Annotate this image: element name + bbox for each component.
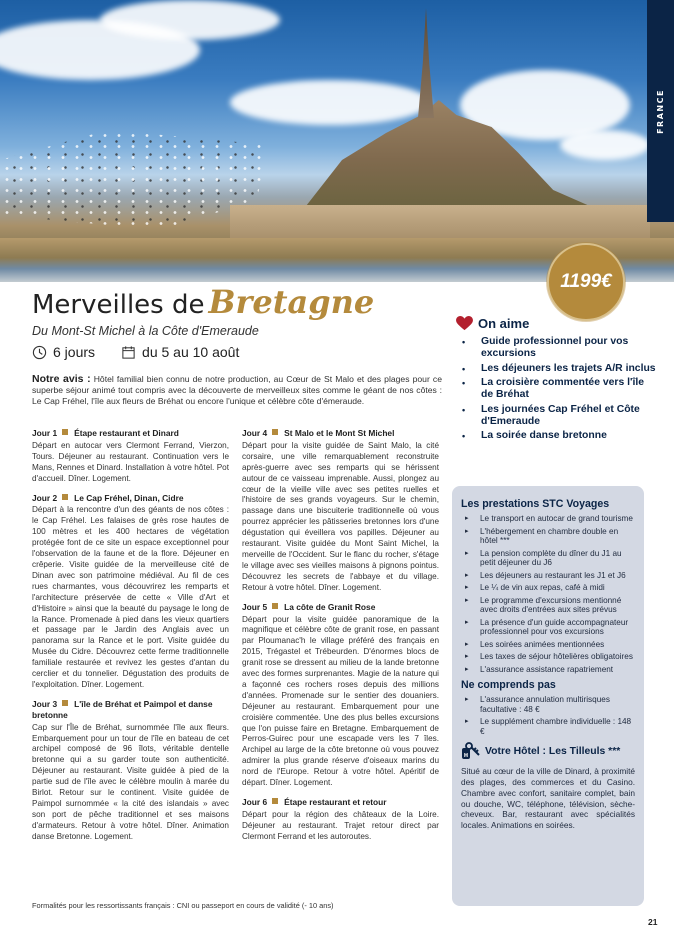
cloud <box>560 130 650 160</box>
gold-square-icon <box>272 603 278 609</box>
list-item: ▸ Le transport en autocar de grand tourisme <box>461 514 635 523</box>
hotel-heading <box>461 742 635 760</box>
notre-avis-text: Hôtel familial bien connu de notre production, au Cœur de St Malo et des plages pour ce superbe séjour animé tout compris avec la découverte de merveilleux sites comme le géant de nos côtes : Le Cap Fréhel, l'île aux fleurs de Bréhat ou encore l'unique et célèbre côte d'émeraude. <box>32 374 442 406</box>
hotel-key-icon <box>461 742 481 760</box>
list-item: • Guide professionnel pour vos excursions <box>456 336 656 360</box>
on-aime-section <box>456 316 656 445</box>
clock-icon <box>32 345 47 360</box>
page-subtitle: Du Mont-St Michel à la Côte d'Emeraude <box>32 324 259 338</box>
day-text: Départ à la rencontre d'un des géants de nos côtes : le Cap Fréhel. Les falaises de grès rose hautes de 100 mètres et les 400 hectares de végétation protégée font de ce site un espace exceptionnel pour l'observation de la faune et de la flore. Déjeuner en crêperie. Visite guidée de la merveilleuse cité de Dinan avec son patrimoine médiéval. Au fil de ces rues charmantes, vous découvrirez les remparts et l'architecture préservée de cette « Ville d'Art et d'Histoire » ainsi que la beauté du paysage le long de la Rance. Promenade à pied dans les vieux quartiers et passage par le Jardin des Anglais avec un panorama sur la Rance et le port. Visite guidée du Musée du Cidre. Découvrez cette ferme traditionnelle familiale restaurée et revivez les gestes d'antan du cerclier et du tonnelier. Dégustation des produits de l'exploitation. Dîner. Logement. <box>32 505 229 689</box>
day-item <box>242 797 439 843</box>
day-item <box>242 428 439 594</box>
day-text: Départ pour la visite guidée panoramique de la magnifique et célèbre côte de granit rose, en passant par Ploumanac'h le village préféré des français en 2015, Trégastel et Trébeurden. D'énormes blocs de granit rose se dressent au milieu de la lande bretonne avec des formes surprenantes. Magie de la nature qui a façonné ces rochers roses depuis des millions d'années. Promenade sur le sentier des douaniers. Déjeuner au restaurant. Embarquement pour une croisière commentée. Une des plus belles excursions que l'on puisse faire en Bretagne. Embarquement de Perros-Guirec pour une escapade vers les 7 îles. Archipel au large de la côte bretonne où vous pouvez admirer la plus grande réserve d'oiseaux marins du nord de l'Europe. Retour à votre hôtel. Apéritif de départ. Dîner. Logement. <box>242 614 439 788</box>
list-item: ▸ L'hébergement en chambre double en hôtel *** <box>461 527 635 546</box>
list-item: • Les déjeuners les trajets A/R inclus <box>456 363 656 375</box>
list-item: ▸ La pension complète du dîner du J1 au petit déjeuner du J6 <box>461 549 635 568</box>
day-heading <box>32 428 229 439</box>
country-label: FRANCE <box>656 88 666 134</box>
trip-dates: du 5 au 10 août <box>142 344 240 360</box>
prestations-heading: Les prestations STC Voyages <box>461 498 610 510</box>
day-title: Étape restaurant et retour <box>284 797 387 807</box>
day-item <box>32 699 229 843</box>
on-aime-heading <box>456 316 656 331</box>
list-item: ▸ La présence d'un guide accompagnateur professionnel pour vos excursions <box>461 618 635 637</box>
day-text: Départ en autocar vers Clermont Ferrand, Vierzon, Tours. Déjeuner au restaurant. Continuation vers le Mans, Rennes et Dinard. Installation à votre hôtel. Pot d'accueil. Dîner. Logement. <box>32 440 229 483</box>
prestations-list <box>461 514 635 674</box>
day-label: Jour 6 <box>242 797 268 807</box>
trip-meta <box>32 344 239 360</box>
day-text: Départ pour la visite guidée de Saint Malo, la cité corsaire, une ville remarquablement reconstruite après-guerre avec ses remparts qui se hérissent autour de ce vaisseau imprenable. Aussi, plongez au cœur de la vieille ville avec ses petites ruelles et l'histoire de ses grands voyageurs. Sur le chemin, passage dans une biscuiterie traditionnelle où vous pourrez apprécier les pâtisseries bretonnes lors d'une dégustation qui éveillera vos papilles. Déjeuner au restaurant. Visite guidée du Mont Saint Michel, la merveille de l'Occident. Sur le flanc du rocher, s'étage le village avec ses vieilles maisons à pignons pointus. Découvrez les secrets de l'abbaye et du village. Retour à votre hôtel. Dîner. Logement. <box>242 440 439 592</box>
title-accent: Bretagne <box>208 283 375 321</box>
list-item: ▸ Les taxes de séjour hôtelières obligatoires <box>461 652 635 661</box>
day-label: Jour 3 <box>32 698 58 709</box>
list-item: ▸ L'assurance assistance rapatriement <box>461 665 635 674</box>
abbey-spire <box>418 8 434 118</box>
list-item: • Les journées Cap Fréhel et Côte d'Emeraude <box>456 404 656 428</box>
notre-avis <box>32 374 442 407</box>
day-item <box>32 428 229 485</box>
list-item: ▸ Les soirées animées mentionnées <box>461 640 635 649</box>
day-title: L'île de Bréhat et Paimpol et danse bretonne <box>32 698 213 720</box>
calendar-icon <box>121 345 136 360</box>
svg-text:H: H <box>463 753 469 760</box>
hotel-title: Votre Hôtel : Les Tilleuls *** <box>485 745 621 757</box>
day-title: Étape restaurant et Dinard <box>74 428 179 438</box>
footnote-formalites: Formalités pour les ressortissants français : CNI ou passeport en cours de validité (- 10 ans) <box>32 901 334 910</box>
day-heading <box>32 493 229 504</box>
day-title: La côte de Granit Rose <box>284 601 376 612</box>
day-label: Jour 1 <box>32 428 58 438</box>
list-item: ▸ Le programme d'excursions mentionné avec droits d'entrées aux sites prévus <box>461 596 635 615</box>
day-heading <box>242 428 439 439</box>
hotel-description: Situé au cœur de la ville de Dinard, à proximité des plages, des commerces et du Casino. Chambre avec confort, sanitaire complet, bain ou douche, WC, téléphone, télévision, sèche-cheveux. Bar, restaurant avec spécialités locales. Animations en soirées. <box>461 766 635 831</box>
day-item <box>32 493 229 691</box>
day-heading <box>242 602 439 613</box>
gold-square-icon <box>62 429 68 435</box>
day-heading <box>242 797 439 808</box>
list-item: ▸ Les déjeuners au restaurant les J1 et J6 <box>461 571 635 580</box>
day-label: Jour 5 <box>242 601 268 612</box>
gold-square-icon <box>272 798 278 804</box>
country-tab <box>647 0 674 222</box>
on-aime-title: On aime <box>478 316 530 331</box>
list-item: • La soirée danse bretonne <box>456 430 656 442</box>
list-item: • La croisière commentée vers l'île de Bréhat <box>456 377 656 401</box>
non-compris-heading: Ne comprends pas <box>461 679 556 692</box>
notre-avis-label: Notre avis : <box>32 373 91 385</box>
itinerary-column-middle <box>242 428 439 851</box>
on-aime-list <box>456 336 656 442</box>
price-value: 1199€ <box>560 271 612 292</box>
trip-duration: 6 jours <box>53 344 96 360</box>
list-item: ▸ L'assurance annulation multirisques facultative : 48 € <box>461 695 635 714</box>
page-number: 21 <box>648 917 658 927</box>
day-title: Le Cap Fréhel, Dinan, Cidre <box>74 492 184 503</box>
day-text: Départ pour la région des châteaux de la Loire. Déjeuner au restaurant. Trajet retour direct par Clermont Ferrand et les autoroutes. <box>242 809 439 841</box>
hero-image <box>0 0 674 282</box>
gold-square-icon <box>272 429 278 435</box>
page-title <box>32 283 374 321</box>
price-badge <box>547 243 625 321</box>
list-item: ▸ Le supplément chambre individuelle : 148 € <box>461 717 635 736</box>
day-item <box>242 602 439 789</box>
title-main: Merveilles de <box>32 290 205 320</box>
day-label: Jour 4 <box>242 428 268 438</box>
day-heading <box>32 699 229 721</box>
day-label: Jour 2 <box>32 492 58 503</box>
day-text: Cap sur l'Île de Bréhat, surnommée l'île aux fleurs. Embarquement pour un tour de l'île en bateau de cet archipel composé de 96 îlots, véritable dentelle bretonne qui a su garder toute son authenticité. Déjeuner au restaurant. Visite guidée à pied de la partie sud de l'île avec le célèbre moulin à marée du Birlot. Retour sur le continent. Visite guidée de Paimpol surnommée « la cité des islandais » avec son port de pêche traditionnel et ses maisons d'armateurs. Retour à votre hôtel. Dîner. Animation danse Bretonne. Logement. <box>32 722 229 841</box>
itinerary-column-left <box>32 428 229 851</box>
cloud <box>230 80 430 125</box>
list-item: ▸ Le ¼ de vin aux repas, café à midi <box>461 583 635 592</box>
cloud <box>100 0 280 40</box>
gold-square-icon <box>62 700 68 706</box>
day-title: St Malo et le Mont St Michel <box>284 428 395 438</box>
prestations-box <box>452 486 644 906</box>
heart-icon <box>456 316 473 331</box>
non-compris-list <box>461 695 635 736</box>
gold-square-icon <box>62 494 68 500</box>
